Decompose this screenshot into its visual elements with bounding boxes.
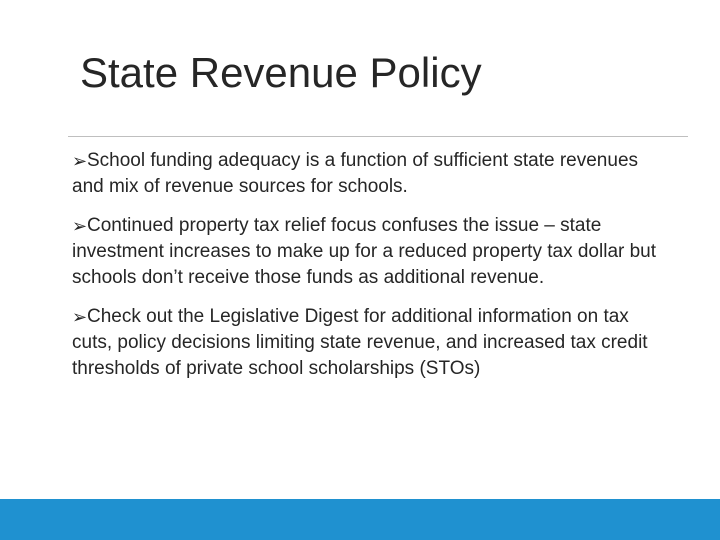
arrowhead-bullet-icon: ➢ bbox=[72, 216, 88, 236]
bullet-item bbox=[72, 213, 672, 291]
footer-accent-bar bbox=[0, 499, 720, 540]
bullet-list bbox=[72, 148, 672, 395]
bullet-item bbox=[72, 304, 672, 382]
bullet-text: Continued property tax relief focus confuses the issue – state investment increases to make up for a reduced property tax dollar but schools don’t receive those funds as additional revenue. bbox=[72, 215, 657, 288]
slide-title: State Revenue Policy bbox=[80, 49, 482, 96]
bullet-item bbox=[72, 148, 672, 200]
arrowhead-bullet-icon: ➢ bbox=[72, 307, 88, 327]
bullet-text: Check out the Legislative Digest for additional information on tax cuts, policy decisions limiting state revenue, and increased tax credit thresholds of private school scholarships (STOs) bbox=[72, 306, 648, 379]
title-divider bbox=[68, 136, 688, 137]
arrowhead-bullet-icon: ➢ bbox=[72, 151, 88, 171]
bullet-text: School funding adequacy is a function of sufficient state revenues and mix of revenue sources for schools. bbox=[72, 150, 639, 197]
